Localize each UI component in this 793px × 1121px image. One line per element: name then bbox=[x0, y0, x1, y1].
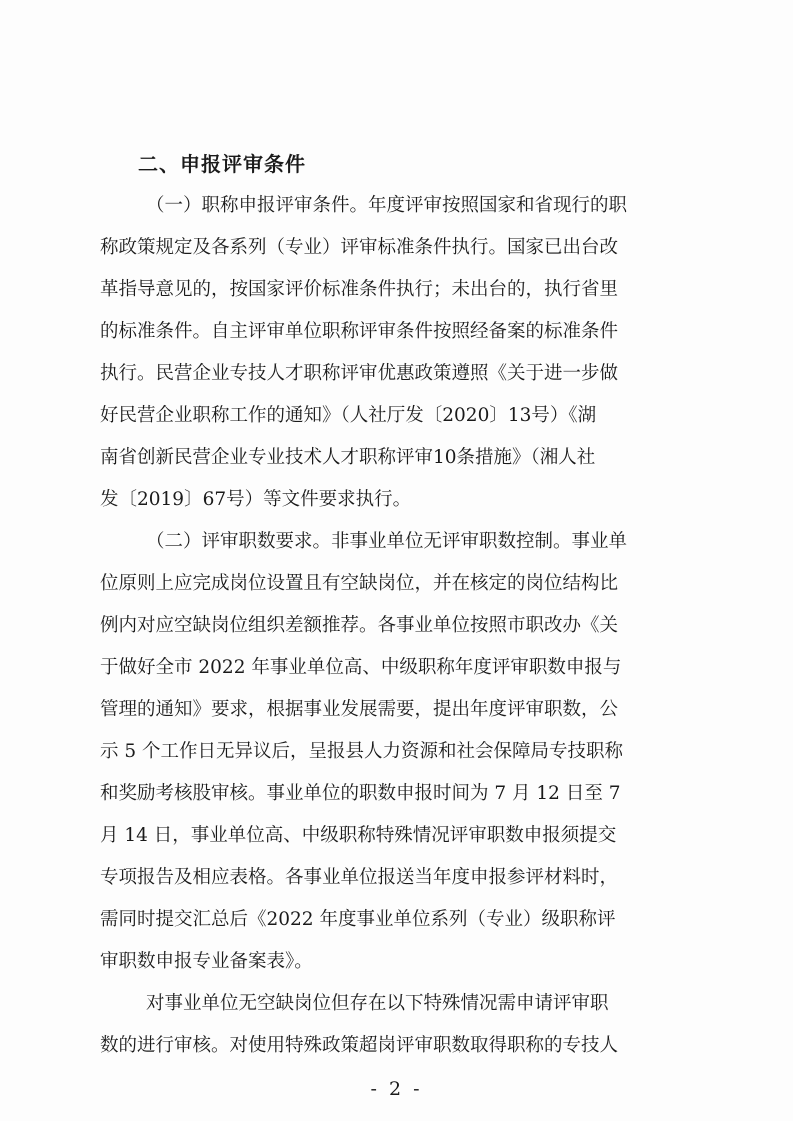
paragraph-line: 于做好全市 2022 年事业单位高、中级职称年度评审职数申报与 bbox=[100, 657, 622, 678]
paragraph-line: 月 14 日，事业单位高、中级职称特殊情况评审职数申报须提交 bbox=[100, 825, 617, 846]
section-heading: 二、申报评审条件 bbox=[138, 152, 306, 176]
paragraph-line: 和奖励考核股审核。事业单位的职数申报时间为 7 月 12 日至 7 bbox=[100, 783, 621, 804]
paragraph-line: （二）评审职数要求。非事业单位无评审职数控制。事业单 bbox=[146, 531, 628, 552]
paragraph-line: 位原则上应完成岗位设置且有空缺岗位，并在核定的岗位结构比 bbox=[100, 573, 619, 594]
paragraph-line: 革指导意见的，按国家评价标准条件执行；未出台的，执行省里 bbox=[100, 279, 619, 300]
paragraph-line: 南省创新民营企业专业技术人才职称评审10条措施》（湘人社 bbox=[100, 447, 596, 468]
paragraph-line: 例内对应空缺岗位组织差额推荐。各事业单位按照市职改办《关 bbox=[100, 615, 619, 636]
page-number: - 2 - bbox=[370, 1078, 423, 1100]
paragraph-line: 示 5 个工作日无异议后，呈报县人力资源和社会保障局专技职称 bbox=[100, 741, 624, 762]
paragraph-line: 需同时提交汇总后《2022 年度事业单位系列（专业）级职称评 bbox=[100, 909, 616, 930]
paragraph-line: （一）职称申报评审条件。年度评审按照国家和省现行的职 bbox=[146, 195, 628, 216]
paragraph-line: 专项报告及相应表格。各事业单位报送当年度申报参评材料时， bbox=[100, 867, 619, 888]
paragraph-line: 的标准条件。自主评审单位职称评审条件按照经备案的标准条件 bbox=[100, 321, 619, 342]
paragraph-line: 管理的通知》要求，根据事业发展需要，提出年度评审职数，公 bbox=[100, 699, 619, 720]
paragraph-line: 数的进行审核。对使用特殊政策超岗评审职数取得职称的专技人 bbox=[100, 1035, 619, 1056]
paragraph-line: 审职数申报专业备案表》。 bbox=[100, 951, 313, 972]
paragraph-line: 称政策规定及各系列（专业）评审标准条件执行。国家已出台改 bbox=[100, 237, 619, 258]
paragraph-line: 对事业单位无空缺岗位但存在以下特殊情况需申请评审职 bbox=[146, 993, 609, 1014]
paragraph-line: 执行。民营企业专技人才职称评审优惠政策遵照《关于进一步做 bbox=[100, 363, 619, 384]
paragraph-line: 发〔2019〕67号）等文件要求执行。 bbox=[100, 489, 412, 510]
paragraph-line: 好民营企业职称工作的通知》（人社厅发〔2020〕13号）《湖 bbox=[100, 405, 597, 426]
